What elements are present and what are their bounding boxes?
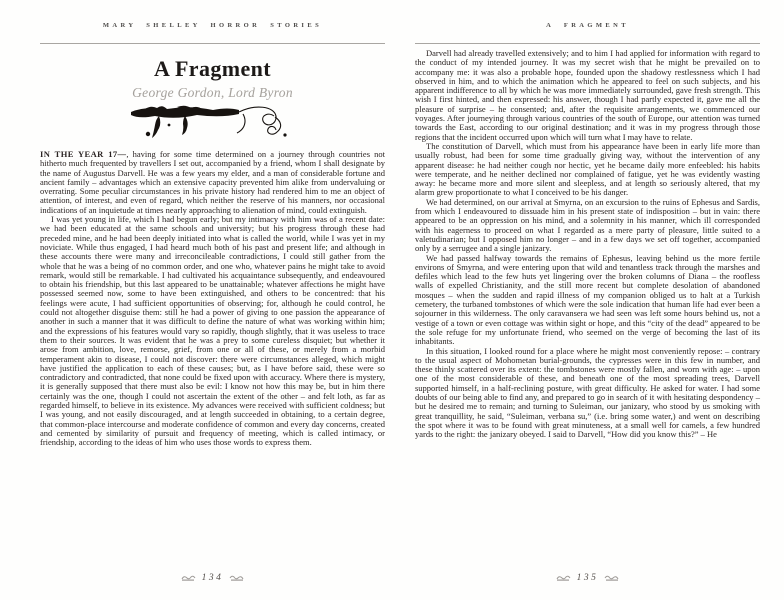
fleuron-left-icon xyxy=(181,574,196,582)
paragraph: In this situation, I looked round for a place where he might most conveniently repose: – contrary to the usual aspect of Mohometan burial-grounds, the cypresses were in this few in number, and these thinly scattered over its extent: the tombstones were mostly fallen, and worn with age: – upon one of the most considerable of these, and beneath one of the most spreading trees, Darvell supported himself, in a half-reclining posture, with great difficulty. He asked for water. I had some doubts of our being able to find any, and prepared to go in search of it with hesitating despondency – but he desired me to remain; and turning to Suleiman, our janizary, who stood by us smoking with great tranquillity, he said, “Suleiman, verbana su,” (i.e. bring some water,) and went on describing the spot where it was to be found with great minuteness, at a small well for camels, a few hundred yards to the right: the janizary obeyed. I said to Darvell, “How did you know this?” – He xyxy=(415,345,760,440)
paragraph: We had determined, on our arrival at Smyrna, on an excursion to the ruins of Ephesus and Sardis, from which I endeavoured to dissuade him in his present state of indisposition – but in vain: there appeared to be an oppression on his mind, and a solemnity in his manner, which ill corresponded with his eagerness to proceed on what I regarded as a mere party of pleasure, little suited to a valetudinarian; but I opposed him no longer – and in a few days we set off together, accompanied only by a serrugee and a single janizary. xyxy=(415,196,760,254)
page-footer-right xyxy=(415,573,760,583)
paragraph: I was yet young in life, which I had begun early; but my intimacy with him was of a recent date: we had been educated at the same schools and university; but his progress through these had preceded mine, and he had been deeply initiated into what is called the world, while I was yet in my noviciate. While thus engaged, I had heard much both of his past and present life; and although in these accounts there were many and irreconcileable contradictions, I could still gather from the whole that he was a being of no common order, and one who, whatever pains he might take to avoid remark, would still be remarkable. I had cultivated his acquaintance subsequently, and endeavoured to obtain his friendship, but this last appeared to be unattainable; whatever affections he might have possessed seemed now, some to have been extinguished, and others to be concentred: that his feelings were acute, I had sufficient opportunities of observing; for, although he could control, he could not altogether disguise them: still he had a power of giving to one passion the appearance of another in such a manner that it was difficult to define the nature of what was working within him; and the expressions of his features would vary so rapidly, though slightly, that it was useless to trace them to their sources. It was evident that he was a prey to some cureless disquiet; but whether it arose from ambition, love, remorse, grief, from one or all of these, or merely from a morbid temperament akin to disease, I could not discover: there were circumstances alleged, which might have justified the application to each of these causes; but, as I have before said, these were so contradictory and contradicted, that none could be fixed upon with accuracy. Where there is mystery, it is generally supposed that there must also be evil: I know not how this may be, but in him there certainly was the one, though I could not ascertain the extent of the other – and felt loth, as far as regarded himself, to believe in its existence. My advances were received with sufficient coldness; but I was young, and not easily discouraged, and at length succeeded in obtaining, to a certain degree, that common-place intercourse and moderate confidence of common and every day concerns, created and cemented by similarity of pursuit and frequency of meeting, which is called intimacy, or friendship, according to the ideas of him who uses those words to express them. xyxy=(40,214,385,448)
fleuron-right-icon xyxy=(604,574,619,582)
page-number: 134 xyxy=(201,573,224,583)
ink-flourish-icon xyxy=(125,103,300,143)
story-author: George Gordon, Lord Byron xyxy=(132,85,293,100)
story-body-left xyxy=(40,150,385,448)
page-right xyxy=(415,0,760,600)
paragraph xyxy=(40,150,385,215)
running-head-series: MARY SHELLEY HORROR STORIES xyxy=(40,0,385,44)
paragraph: The constitution of Darvell, which must from his appearance have been in early life more than usually robust, had been for some time gradually giving way, without the intervention of any apparent disease: he had neither cough nor hectic, yet he became daily more enfeebled: his habits were temperate, and he neither declined nor complained of fatigue, yet he was evidently wasting away: he became more and more silent and sleepless, and at length so seriously altered, that my alarm grew proportionate to what I conceived to be his danger. xyxy=(415,140,760,198)
page-number: 135 xyxy=(576,573,599,583)
running-head-story: A FRAGMENT xyxy=(415,0,760,44)
story-title: A Fragment xyxy=(153,56,272,81)
title-ornament xyxy=(40,103,385,143)
paragraph-text: , having for some time determined on a journey through countries not hitherto much frequented by travellers I set out, accompanied by a friend, whom I shall designate by the name of Augustus Darvell. He was a few years my elder, and a man of considerable fortune and ancient family – advantages which an extensive capacity prevented him alike from undervaluing or overrating. Some peculiar circumstances in his private history had rendered him to me an object of attention, of interest, and even of regard, which neither the reserve of his manners, nor occasional indications of an inquietude at times nearly approaching to alienation of mind, could extinguish. xyxy=(40,149,385,215)
fleuron-right-icon xyxy=(229,574,244,582)
page-left xyxy=(40,0,385,600)
story-body-right xyxy=(415,49,760,439)
page-footer-left xyxy=(40,573,385,583)
paragraph: We had passed halfway towards the remains of Ephesus, leaving behind us the more fertile environs of Smyrna, and were entering upon that wild and tenantless track through the marshes and defiles which lead to the few huts yet lingering over the broken columns of Diana – the roofless walls of expelled Christianity, and the still more recent but complete desolation of abandoned mosques – when the sudden and rapid illness of my companion obliged us to halt at a Turkish cemetery, the turbaned tombstones of which were the sole indication that human life had ever been a sojourner in this wilderness. The only caravansera we had seen was left some hours behind us, not a vestige of a town or even cottage was within sight or hope, and this “city of the dead” appeared to be the sole refuge for my unfortunate friend, who seemed on the verge of becoming the last of its inhabitants. xyxy=(415,252,760,347)
paragraph-lead-in: IN THE YEAR 17— xyxy=(40,149,127,159)
fleuron-left-icon xyxy=(556,574,571,582)
paragraph: Darvell had already travelled extensively; and to him I had applied for information with regard to the conduct of my intended journey. It was my secret wish that he might be prevailed on to accompany me: it was also a probable hope, founded upon the shadowy restlessness which I had observed in him, and to which the animation which he appeared to feel on such subjects, and his apparent indifference to all by which he was more immediately surrounded, gave fresh strength. This wish I first hinted, and then expressed: his answer, though I had partly expected it, gave me all the pleasure of surprise – he consented; and, after the requisite arrangements, we commenced our voyages. After journeying through various countries of the south of Europe, our attention was turned towards the East, according to our original destination; and it was in my progress through those regions that the incident occurred upon which will turn what I may have to relate. xyxy=(415,48,760,142)
